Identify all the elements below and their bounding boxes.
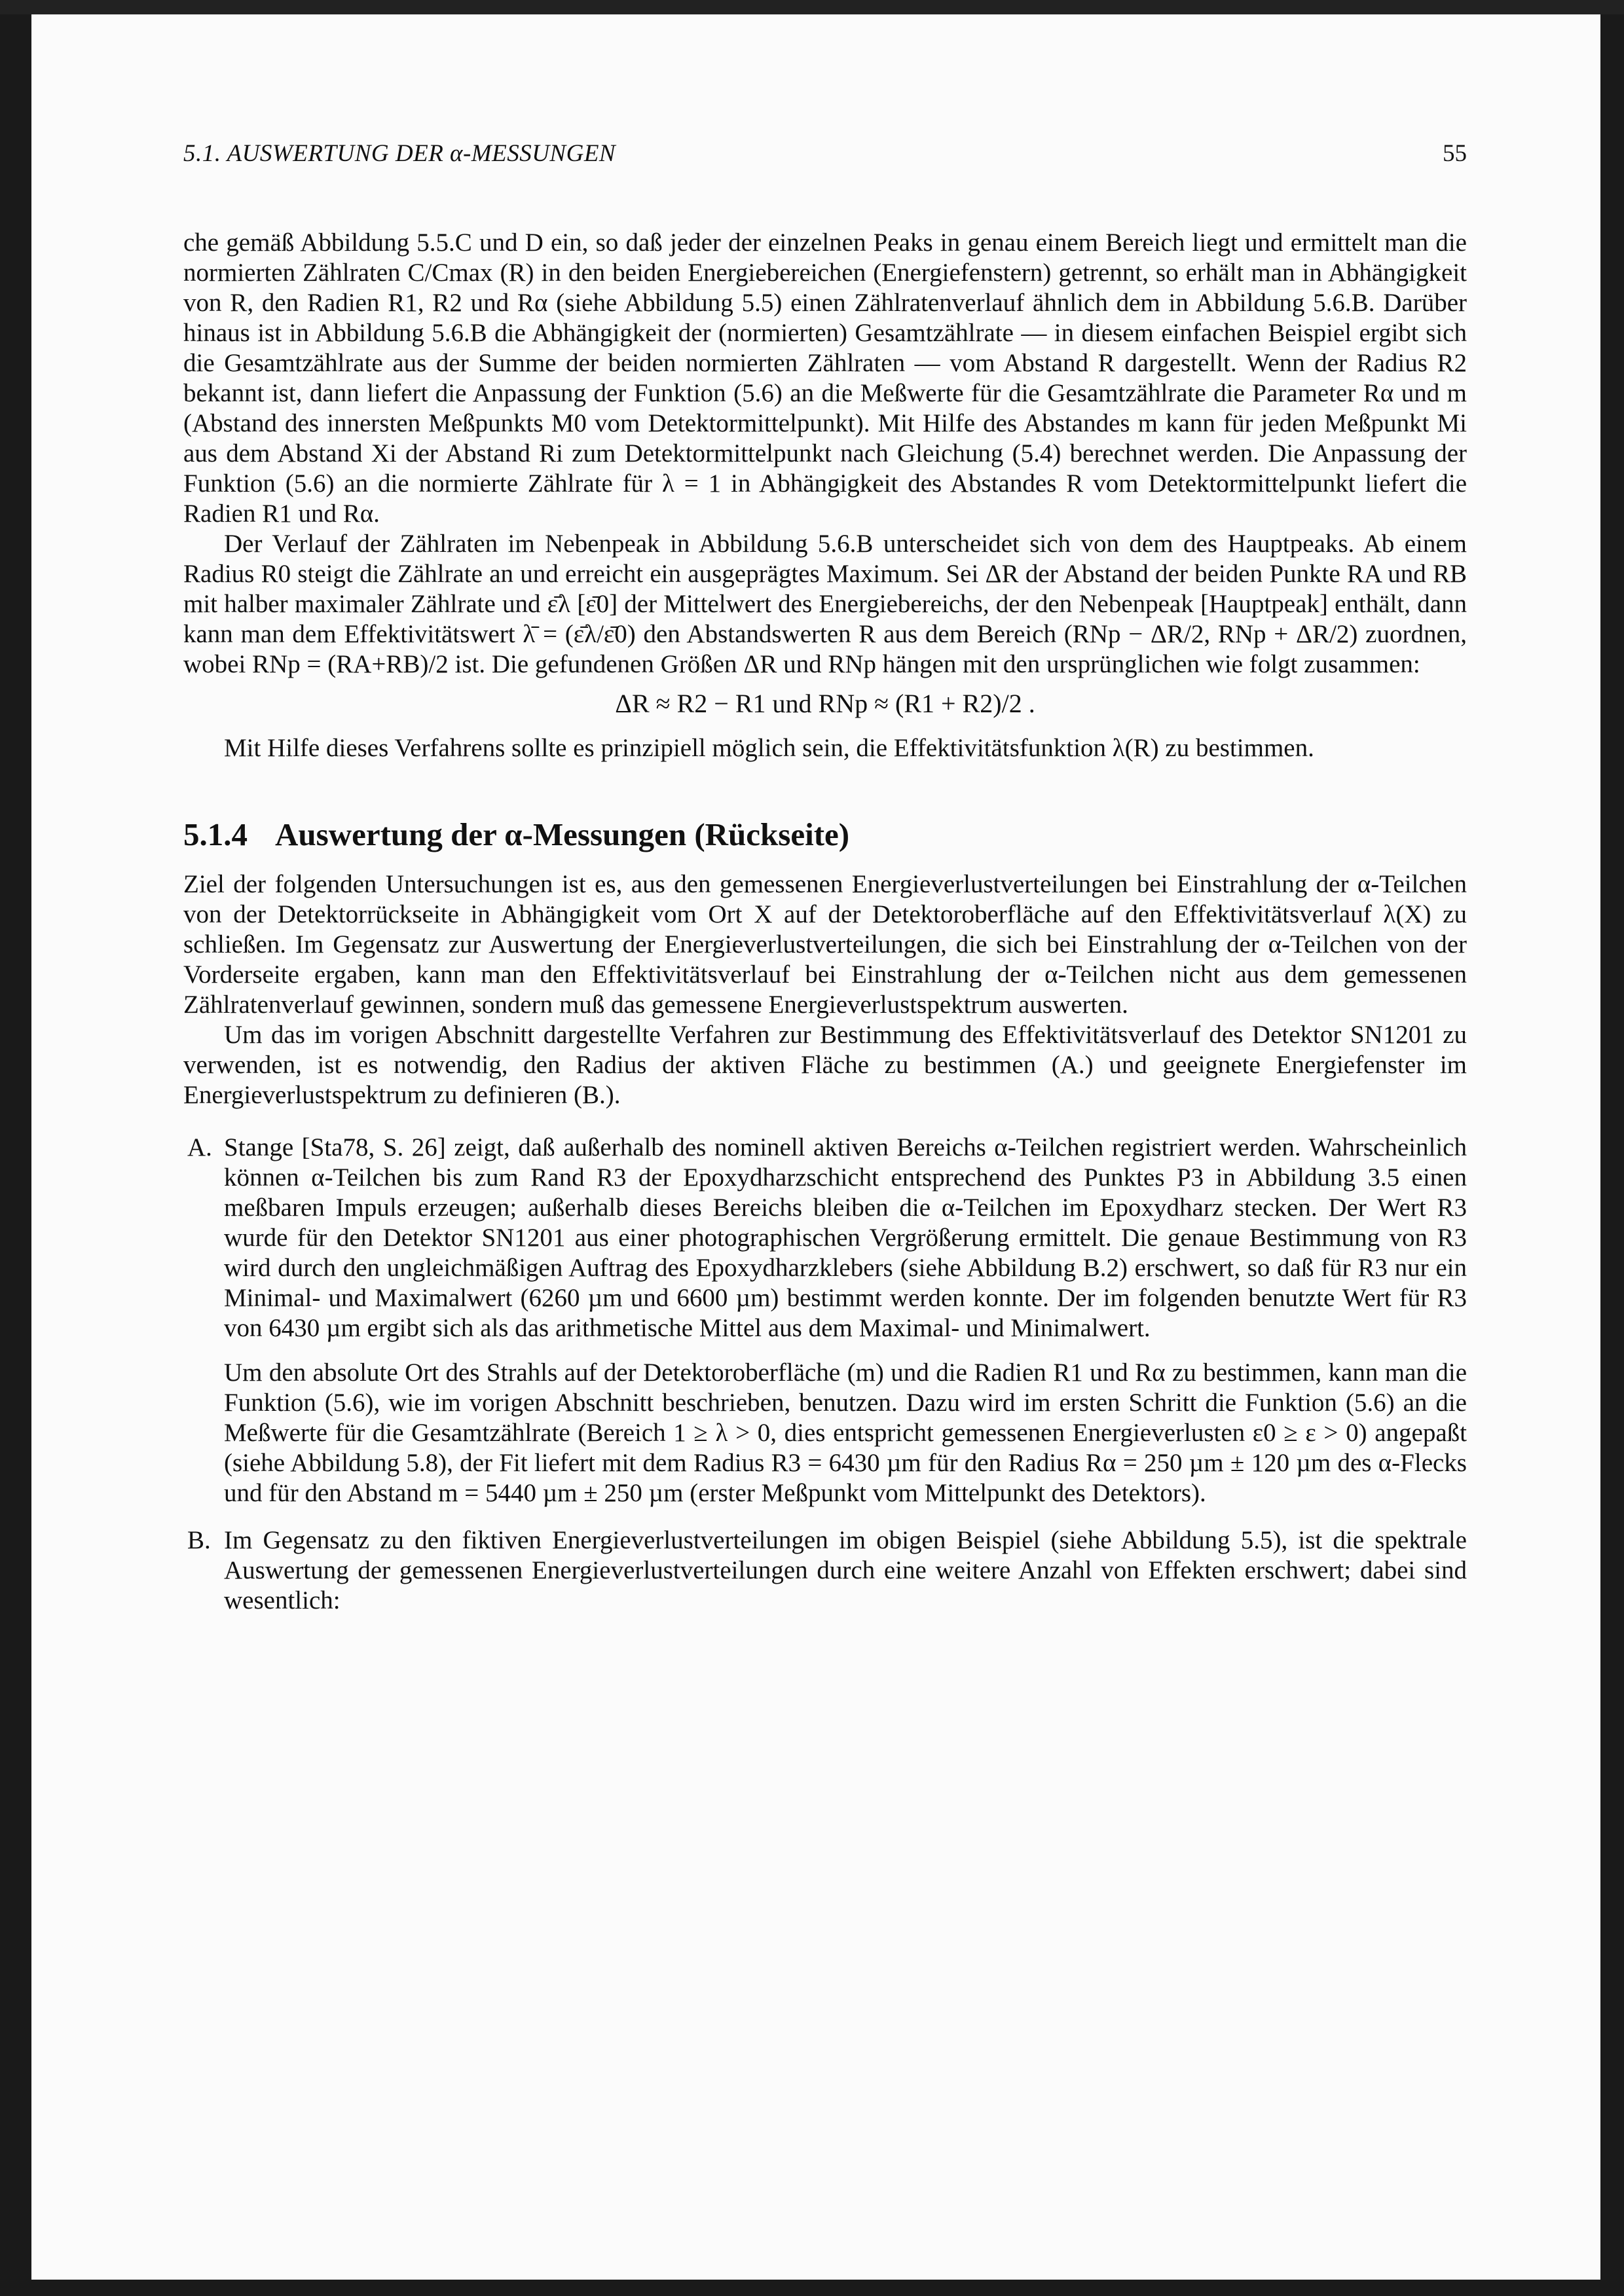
running-head — [183, 139, 1467, 172]
paragraph: Um das im vorigen Abschnitt dargestellte Verfahren zur Bestimmung des Effektivitätsverlauf des Detektor SN1201 zu verwenden, ist es notwendig, den Radius der aktiven Fläche zu bestimmen (A.) und geeignete Energiefenster im Energieverlustspektrum zu definieren (B.). — [183, 1021, 1467, 1109]
section-heading — [183, 816, 1467, 852]
paragraph: che gemäß Abbildung 5.5.C und D ein, so daß jeder der einzelnen Peaks in genau einem Bereich liegt und ermittelt man die normierten Zählraten C/Cmax (R) in den beiden Energiebereichen (Energiefenstern) getrennt, so erhält man in Abhängigkeit von R, den Radien R1, R2 und Rα (siehe Abbildung 5.5) einen Zählratenverlauf ähnlich dem in Abbildung 5.6.B. Darüber hinaus ist in Abbildung 5.6.B die Abhängigkeit der (normierten) Gesamtzählrate — in diesem einfachen Beispiel ergibt sich die Gesamtzählrate aus der Summe der beiden normierten Zählraten — vom Abstand R dargestellt. Wenn der Radius R2 bekannt ist, dann liefert die Anpassung der Funktion (5.6) an die Meßwerte für die Gesamtzählrate die Parameter Rα und m (Abstand des innersten Meßpunkts M0 vom Detektormittelpunkt). Mit Hilfe des Abstandes m kann für jeden Meßpunkt Mi aus dem Abstand Xi der Abstand Ri zum Detektormittelpunkt nach Gleichung (5.4) berechnet werden. Die Anpassung der Funktion (5.6) an die normierte Zählrate für λ = 1 in Abhängigkeit des Abstandes R vom Detektormittelpunkt liefert die Radien R1 und Rα. — [183, 228, 1467, 528]
enumerated-list — [183, 1133, 1467, 1616]
body-text — [183, 228, 1467, 1633]
paragraph: Der Verlauf der Zählraten im Nebenpeak in Abbildung 5.6.B unterscheidet sich von dem des Hauptpeaks. Ab einem Radius R0 steigt die Zählrate an und erreicht ein ausgeprägtes Maximum. Sei ΔR der Abstand der beiden Punkte RA und RB mit halber maximaler Zählrate und ε̄λ [ε̄0] der Mittelwert des Energiebereichs, der den Nebenpeak [Hauptpeak] enthält, dann kann man dem Effektivitätswert λ̄ = (ε̄λ/ε̄0) den Abstandswerten R aus dem Bereich (RNp − ΔR/2, RNp + ΔR/2) zuordnen, wobei RNp = (RA+RB)/2 ist. Die gefundenen Größen ΔR und RNp hängen mit den ursprünglichen wie folgt zusammen: — [183, 530, 1467, 678]
list-item — [183, 1133, 1467, 1508]
list-item — [183, 1525, 1467, 1616]
paragraph: Ziel der folgenden Untersuchungen ist es, aus den gemessenen Energieverlustverteilungen bei Einstrahlung der α-Teilchen von der Detektorrückseite in Abhängigkeit vom Ort X auf der Detektoroberfläche auf den Effektivitätsverlauf λ(X) zu schließen. Im Gegensatz zur Auswertung der Energieverlustverteilungen, die sich bei Einstrahlung der α-Teilchen von der Vorderseite ergaben, kann man den Effektivitätsverlauf bei Einstrahlung der α-Teilchen nicht aus dem gemessenen Zählratenverlauf gewinnen, sondern muß das gemessene Energieverlustspektrum auswerten. — [183, 870, 1467, 1019]
display-equation: ΔR ≈ R2 − R1 und RNp ≈ (R1 + R2)/2 . — [615, 689, 1035, 718]
section-number: 5.1.4 — [183, 816, 248, 852]
paragraph: Mit Hilfe dieses Verfahrens sollte es prinzipiell möglich sein, die Effektivitätsfunktion λ(R) zu bestimmen. — [224, 734, 1314, 762]
paper-page — [31, 14, 1600, 2280]
list-paragraph: Um den absolute Ort des Strahls auf der Detektoroberfläche (m) und die Radien R1 und Rα zu bestimmen, kann man die Funktion (5.6), wie im vorigen Abschnitt beschrieben, benutzen. Dazu wird im ersten Schritt die Funktion (5.6) an die Meßwerte für die Gesamtzählrate (Bereich 1 ≥ λ > 0, dies entspricht gemessenen Energieverlusten ε0 ≥ ε > 0) angepaßt (siehe Abbildung 5.8), der Fit liefert mit dem Radius R3 = 6430 µm für den Radius Rα = 250 µm ± 120 µm des α-Flecks und für den Abstand m = 5440 µm ± 250 µm (erster Meßpunkt vom Mittelpunkt des Detektors). — [224, 1358, 1467, 1507]
section-title: Auswertung der α-Messungen (Rückseite) — [275, 816, 850, 852]
list-paragraph: Stange [Sta78, S. 26] zeigt, daß außerhalb des nominell aktiven Bereichs α-Teilchen registriert werden. Wahrscheinlich können α-Teilchen bis zum Rand R3 der Epoxydharzschicht entsprechend des Punktes P3 in Abbildung 3.5 einen meßbaren Impuls erzeugen; außerhalb dieses Bereichs bleiben die α-Teilchen im Epoxydharz stecken. Der Wert R3 wurde für den Detektor SN1201 aus einer photographischen Vergrößerung ermittelt. Die genaue Bestimmung von R3 wird durch den ungleichmäßigen Auftrag des Epoxydharzklebers (siehe Abbildung B.2) erschwert, so daß für R3 nur ein Minimal- und Maximalwert (6260 µm und 6600 µm) bestimmt werden konnte. Der im folgenden benutzte Wert für R3 von 6430 µm ergibt sich als das arithmetische Mittel aus dem Maximal- und Minimalwert. — [224, 1133, 1467, 1342]
page-number: 55 — [1443, 140, 1467, 167]
list-paragraph: Im Gegensatz zu den fiktiven Energieverlustverteilungen im obigen Beispiel (siehe Abbildung 5.5), ist die spektrale Auswertung der gemessenen Energieverlustverteilungen durch eine weitere Anzahl von Effekten erschwert; dabei sind wesentlich: — [224, 1526, 1467, 1614]
scan-border — [0, 0, 1624, 14]
list-marker: B. — [187, 1526, 211, 1554]
list-marker: A. — [187, 1133, 212, 1161]
running-title: 5.1. AUSWERTUNG DER α-MESSUNGEN — [183, 140, 616, 167]
